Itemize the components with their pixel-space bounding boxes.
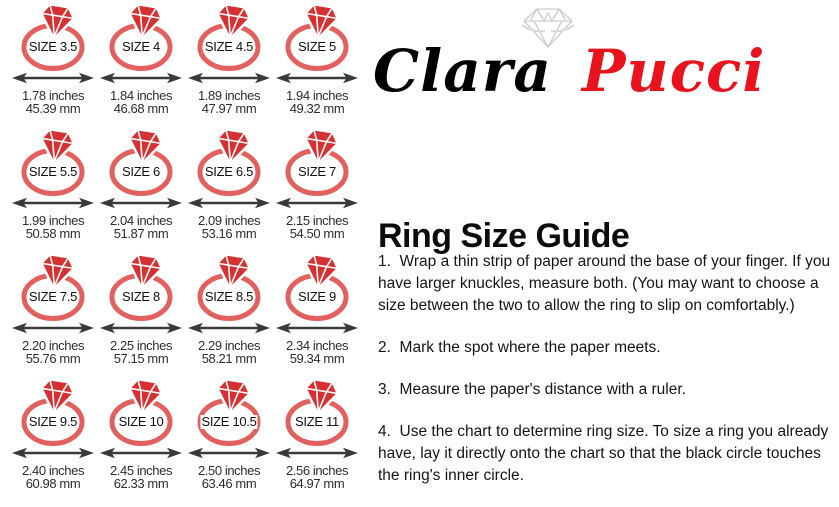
ring-diameter-inches: 2.29 inches bbox=[197, 338, 261, 353]
ring-illustration bbox=[97, 125, 185, 213]
gem-icon bbox=[215, 5, 249, 39]
ring-size-label: SIZE 5 bbox=[298, 39, 336, 54]
width-arrow-icon bbox=[276, 73, 358, 83]
ring-illustration bbox=[185, 250, 273, 338]
ring-illustration bbox=[185, 0, 273, 88]
ring-illustration bbox=[97, 0, 185, 88]
ring-size-label: SIZE 3.5 bbox=[28, 39, 78, 54]
ring-size-label: SIZE 10 bbox=[118, 414, 164, 429]
ring-diameter-inches: 2.20 inches bbox=[21, 338, 85, 353]
ring-illustration bbox=[9, 375, 97, 463]
ring-diameter-inches: 1.89 inches bbox=[197, 88, 261, 103]
gem-icon bbox=[303, 5, 337, 39]
ring-diameter-mm: 46.68 mm bbox=[113, 100, 169, 116]
ring-size-cell bbox=[97, 0, 185, 125]
ring-diameter-mm: 50.58 mm bbox=[25, 225, 81, 241]
ring-diameter-inches: 2.15 inches bbox=[285, 213, 349, 228]
instruction-step-3: 3. Measure the paper's distance with a ruler. bbox=[378, 381, 686, 398]
width-arrow-icon bbox=[188, 198, 270, 208]
width-arrow-icon bbox=[188, 73, 270, 83]
ring-diameter-inches: 2.04 inches bbox=[109, 213, 173, 228]
ring-size-label: SIZE 6 bbox=[122, 164, 160, 179]
ring-size-label: SIZE 7.5 bbox=[28, 289, 78, 304]
ring-size-cell bbox=[97, 250, 185, 375]
ring-illustration bbox=[273, 250, 361, 338]
ring-diameter-inches: 1.84 inches bbox=[109, 88, 173, 103]
ring-diameter-inches: 2.50 inches bbox=[197, 463, 261, 478]
ring-size-cell bbox=[97, 125, 185, 250]
ring-size-label: SIZE 10.5 bbox=[201, 414, 257, 429]
gem-icon bbox=[215, 255, 249, 289]
width-arrow-icon bbox=[12, 198, 94, 208]
ring-diameter-mm: 51.87 mm bbox=[113, 225, 169, 241]
gem-icon bbox=[303, 255, 337, 289]
ring-size-label: SIZE 9 bbox=[298, 289, 336, 304]
width-arrow-icon bbox=[12, 323, 94, 333]
ring-illustration bbox=[273, 375, 361, 463]
ring-diameter-mm: 55.76 mm bbox=[25, 350, 81, 366]
ring-size-label: SIZE 9.5 bbox=[28, 414, 78, 429]
ring-diameter-mm: 59.34 mm bbox=[289, 350, 345, 366]
ring-diameter-inches: 2.34 inches bbox=[285, 338, 349, 353]
gem-icon bbox=[39, 380, 73, 414]
width-arrow-icon bbox=[100, 73, 182, 83]
ring-diameter-mm: 60.98 mm bbox=[25, 475, 81, 491]
gem-icon bbox=[39, 5, 73, 39]
width-arrow-icon bbox=[12, 73, 94, 83]
instruction-step-4: 4. Use the chart to determine ring size. To size a ring you already have, lay it directly onto the chart so that the black circle touches the ring's inner circle. bbox=[378, 423, 829, 484]
gem-icon bbox=[39, 255, 73, 289]
ring-size-cell bbox=[273, 250, 361, 375]
ring-size-label: SIZE 5.5 bbox=[28, 164, 78, 179]
gem-icon bbox=[39, 130, 73, 164]
ring-size-cell bbox=[185, 250, 273, 375]
ring-diameter-inches: 2.56 inches bbox=[285, 463, 349, 478]
ring-illustration bbox=[97, 375, 185, 463]
ring-illustration bbox=[273, 0, 361, 88]
ring-size-chart bbox=[9, 0, 361, 500]
ring-diameter-inches: 2.09 inches bbox=[197, 213, 261, 228]
width-arrow-icon bbox=[276, 448, 358, 458]
ring-size-cell bbox=[9, 0, 97, 125]
ring-size-label: SIZE 7 bbox=[298, 164, 336, 179]
ring-diameter-inches: 1.94 inches bbox=[285, 88, 349, 103]
width-arrow-icon bbox=[100, 198, 182, 208]
ring-size-cell bbox=[9, 375, 97, 500]
brand-name-pucci: Pucci bbox=[581, 36, 766, 105]
brand-name-clara: Clara bbox=[373, 36, 552, 105]
ring-size-label: SIZE 4 bbox=[122, 39, 160, 54]
ring-size-cell bbox=[185, 375, 273, 500]
ring-size-label: SIZE 8.5 bbox=[204, 289, 254, 304]
ring-size-cell bbox=[185, 125, 273, 250]
ring-size-label: SIZE 6.5 bbox=[204, 164, 254, 179]
ring-size-label: SIZE 4.5 bbox=[204, 39, 254, 54]
ring-diameter-mm: 57.15 mm bbox=[113, 350, 169, 366]
gem-icon bbox=[215, 130, 249, 164]
ring-diameter-mm: 54.50 mm bbox=[289, 225, 345, 241]
ring-size-cell bbox=[273, 125, 361, 250]
instructions bbox=[378, 251, 836, 507]
gem-icon bbox=[127, 130, 161, 164]
ring-illustration bbox=[9, 0, 97, 88]
ring-illustration bbox=[97, 250, 185, 338]
ring-diameter-mm: 49.32 mm bbox=[289, 100, 345, 116]
ring-illustration bbox=[185, 125, 273, 213]
ring-size-cell bbox=[185, 0, 273, 125]
page-title: Ring Size Guide bbox=[378, 216, 630, 255]
gem-icon bbox=[127, 5, 161, 39]
ring-diameter-mm: 64.97 mm bbox=[289, 475, 345, 491]
ring-diameter-mm: 63.46 mm bbox=[201, 475, 257, 491]
ring-diameter-inches: 2.25 inches bbox=[109, 338, 173, 353]
ring-illustration bbox=[273, 125, 361, 213]
ring-diameter-inches: 1.99 inches bbox=[21, 213, 85, 228]
ring-size-label: SIZE 11 bbox=[295, 414, 339, 429]
width-arrow-icon bbox=[100, 448, 182, 458]
ring-size-label: SIZE 8 bbox=[122, 289, 160, 304]
ring-size-cell bbox=[97, 375, 185, 500]
width-arrow-icon bbox=[188, 323, 270, 333]
ring-diameter-mm: 62.33 mm bbox=[113, 475, 169, 491]
instruction-step-1: 1. Wrap a thin strip of paper around the base of your finger. If you have larger knuckles, measure both. (You may want to choose a size between the two to allow the ring to slip on comfortably.) bbox=[378, 253, 831, 314]
gem-icon bbox=[215, 380, 249, 414]
ring-diameter-mm: 58.21 mm bbox=[201, 350, 257, 366]
ring-diameter-mm: 53.16 mm bbox=[201, 225, 257, 241]
ring-illustration bbox=[9, 250, 97, 338]
ring-illustration bbox=[185, 375, 273, 463]
width-arrow-icon bbox=[188, 448, 270, 458]
gem-icon bbox=[303, 380, 337, 414]
width-arrow-icon bbox=[276, 198, 358, 208]
gem-icon bbox=[127, 255, 161, 289]
gem-icon bbox=[127, 380, 161, 414]
ring-size-cell bbox=[9, 250, 97, 375]
diamond-icon bbox=[519, 4, 577, 50]
ring-size-cell bbox=[273, 375, 361, 500]
ring-size-cell bbox=[273, 0, 361, 125]
width-arrow-icon bbox=[12, 448, 94, 458]
ring-diameter-inches: 1.78 inches bbox=[21, 88, 85, 103]
width-arrow-icon bbox=[276, 323, 358, 333]
instruction-step-2: 2. Mark the spot where the paper meets. bbox=[378, 339, 661, 356]
width-arrow-icon bbox=[100, 323, 182, 333]
gem-icon bbox=[303, 130, 337, 164]
ring-diameter-inches: 2.40 inches bbox=[21, 463, 85, 478]
brand-logo bbox=[373, 4, 823, 105]
ring-diameter-mm: 47.97 mm bbox=[201, 100, 257, 116]
ring-illustration bbox=[9, 125, 97, 213]
ring-diameter-mm: 45.39 mm bbox=[25, 100, 81, 116]
ring-diameter-inches: 2.45 inches bbox=[109, 463, 173, 478]
ring-size-cell bbox=[9, 125, 97, 250]
